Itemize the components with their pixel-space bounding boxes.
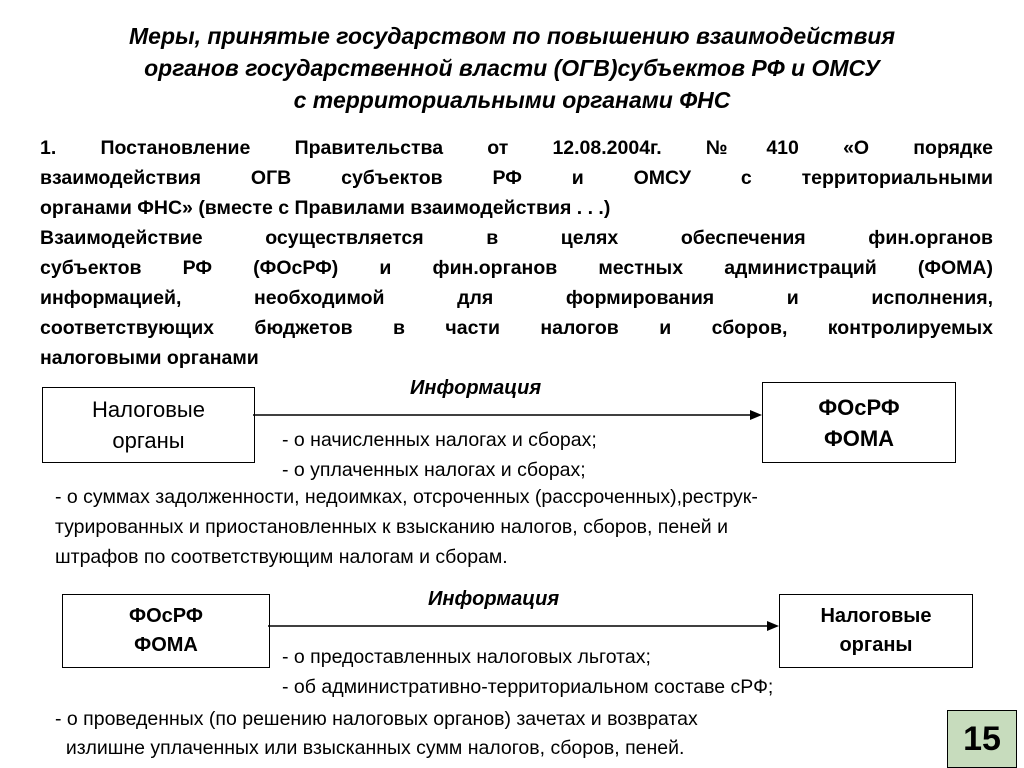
page-number-badge: 15 [947,710,1017,768]
flow2-source-box [62,594,270,668]
flow1-item: - о начисленных налогах и сборах; [282,429,597,451]
paragraph-line: 1. Постановление Правительства от 12.08.2004г. №410 «О порядке [40,137,993,159]
paragraph-line: субъектов РФ (ФОсРФ) и фин.органов местных администраций (ФОМА) [40,257,993,279]
flow2-extra-line: - о проведенных (по решению налоговых органов) зачетах и возвратах [55,708,698,730]
paragraph-line: взаимодействия ОГВ субъектов РФ и ОМСУ с территориальными [40,167,993,189]
paragraph-line: информацией, необходимой для формирования и исполнения, [40,287,993,309]
title-line: органов государственной власти (ОГВ)субъектов РФ и ОМСУ [144,55,880,81]
box-line: ФОМА [134,634,198,656]
flow1-extra-line: - о суммах задолженности, недоимках, отсроченных (рассроченных),реструк- [55,486,758,508]
flow1-target-box [762,382,956,463]
flow1-info-label: Информация [410,377,542,399]
flow2-extra-line: излишне уплаченных или взысканных сумм налогов, сборов, пеней. [55,737,685,759]
flow1-item: - о уплаченных налогах и сборах; [282,459,586,481]
box-line: Налоговые [92,397,205,422]
box-line: ФОсРФ [818,394,900,420]
flow2-target-box [779,594,973,668]
flow1-source-box [42,387,255,463]
flow1-arrow [253,405,763,425]
paragraph-line: Взаимодействие осуществляется в целях обеспечения фин.органов [40,227,993,249]
box-line: органы [839,634,913,656]
box-line: ФОсРФ [129,605,203,627]
flow1-extra-line: штрафов по соответствующим налогам и сборам. [55,546,508,568]
decree-paragraph [40,133,993,373]
paragraph-line: органами ФНС» (вместе с Правилами взаимодействия . . .) [40,197,611,219]
paragraph-line: соответствующих бюджетов в части налогов и сборов, контролируемых [40,317,993,339]
slide-title [0,20,1024,116]
flow2-item: - об административно-территориальном составе сРФ; [282,676,774,698]
flow2-arrow [268,616,780,636]
paragraph-line: налоговыми органами [40,347,259,369]
flow2-info-label: Информация [428,588,560,610]
box-line: ФОМА [823,425,895,451]
box-line: Налоговые [820,605,932,627]
title-line: Меры, принятые государством по повышению взаимодействия [129,23,895,49]
flow1-extra-line: турированных и приостановленных к взысканию налогов, сборов, пеней и [55,516,728,538]
title-line: с территориальными органами ФНС [293,87,731,113]
box-line: органы [112,428,185,453]
flow2-item: - о предоставленных налоговых льготах; [282,646,651,668]
